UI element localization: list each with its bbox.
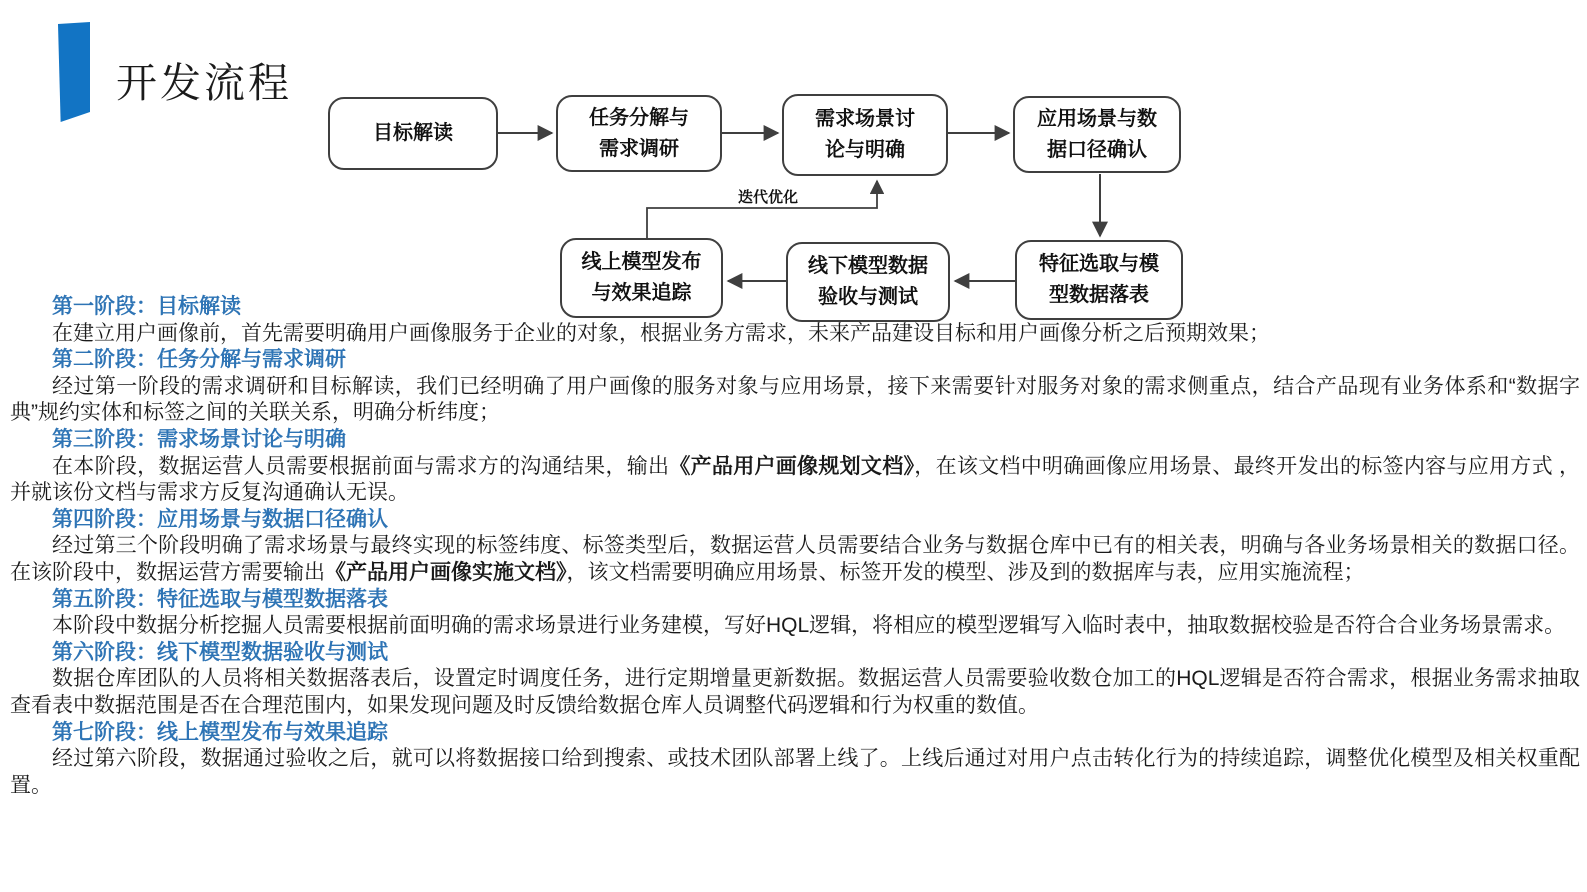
stages-text <box>10 294 1580 799</box>
flow-box-requirement-scene-discussion: 需求场景讨 论与明确 <box>782 94 948 176</box>
stage-paragraph: 经过第三个阶段明确了需求场景与最终实现的标签纬度、标签类型后，数据运营人员需要结合业务与数据仓库中已有的相关表，明确与各业务场景相关的数据口径。在该阶段中，数据运营方需要输出《产品用户画像实施文档》，该文档需要明确应用场景、标签开发的模型、涉及到的数据库与表，应用实施流程； <box>10 534 1580 584</box>
stage-heading: 第五阶段：特征选取与模型数据落表 <box>52 587 388 611</box>
iteration-feedback-label: 迭代优化 <box>737 189 798 206</box>
stage-heading: 第四阶段：应用场景与数据口径确认 <box>52 507 388 531</box>
page-title: 开发流程 <box>116 60 292 106</box>
flow-box-feature-selection-model-table: 特征选取与模 型数据落表 <box>1015 240 1183 320</box>
stage-heading: 第三阶段：需求场景讨论与明确 <box>52 427 346 451</box>
development-flowchart <box>0 0 1587 340</box>
flow-box-application-scene-data-caliber: 应用场景与数 据口径确认 <box>1013 96 1181 173</box>
stage-paragraph: 数据仓库团队的人员将相关数据落表后，设置定时调度任务，进行定期增量更新数据。数据运营人员需要验收数仓加工的HQL逻辑是否符合需求，根据业务需求抽取查看表中数据范围是否在合理范围内，如果发现问题及时反馈给数据仓库人员调整代码逻辑和行为权重的数值。 <box>10 667 1580 717</box>
flow-box-task-breakdown: 任务分解与 需求调研 <box>556 95 722 172</box>
flow-box-offline-model-acceptance-test: 线下模型数据 验收与测试 <box>786 242 950 322</box>
stage-heading: 第二阶段：任务分解与需求调研 <box>52 348 346 372</box>
flow-box-goal-interpretation: 目标解读 <box>328 97 498 170</box>
stage-heading: 第一阶段：目标解读 <box>52 295 241 318</box>
stage-paragraph: 本阶段中数据分析挖掘人员需要根据前面明确的需求场景进行业务建模，写好HQL逻辑，将相应的模型逻辑写入临时表中，抽取数据校验是否符合合业务场景需求。 <box>52 614 1566 638</box>
stage-paragraph: 经过第六阶段，数据通过验收之后，就可以将数据接口给到搜索、或技术团队部署上线了。上线后通过对用户点击转化行为的持续追踪，调整优化模型及相关权重配置。 <box>10 747 1580 797</box>
stage-paragraph: 经过第一阶段的需求调研和目标解读，我们已经明确了用户画像的服务对象与应用场景，接下来需要针对服务对象的需求侧重点，结合产品现有业务体系和“数据字典”规约实体和标签之间的关联关系，明确分析纬度； <box>10 374 1580 425</box>
stage-paragraph: 在建立用户画像前，首先需要明确用户画像服务于企业的对象，根据业务方需求，未来产品建设目标和用户画像分析之后预期效果； <box>52 321 1270 345</box>
stage-paragraph: 在本阶段，数据运营人员需要根据前面与需求方的沟通结果，输出《产品用户画像规划文档》，在该文档中明确画像应用场景、最终开发出的标签内容与应用方式 ，并就该份文档与需求方反复沟通确认无误。 <box>10 454 1581 505</box>
flow-box-online-model-release-tracking: 线上模型发布 与效果追踪 <box>560 238 723 318</box>
stage-heading: 第六阶段：线下模型数据验收与测试 <box>52 640 388 664</box>
stage-heading: 第七阶段：线上模型发布与效果追踪 <box>52 720 388 744</box>
